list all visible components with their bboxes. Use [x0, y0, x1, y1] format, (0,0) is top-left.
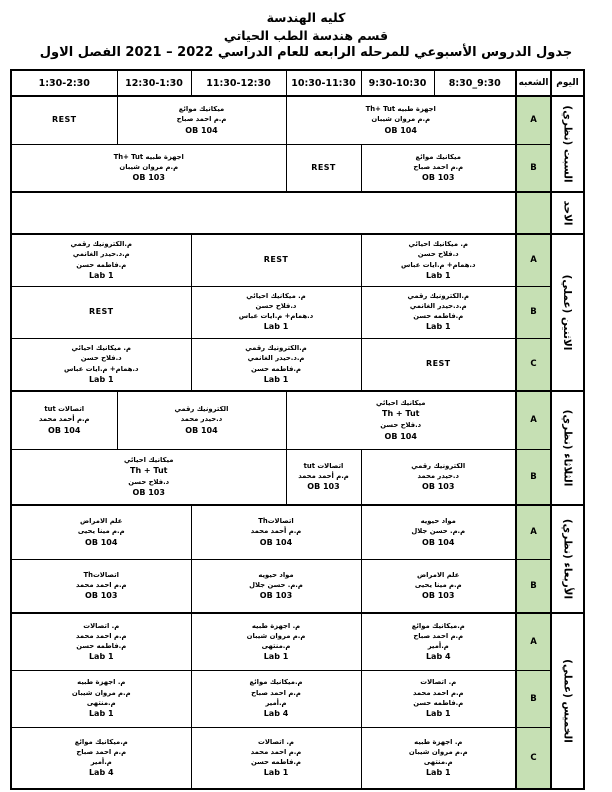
schedule-row	[11, 449, 584, 505]
schedule-body	[11, 96, 584, 789]
slot-line: م.م احمد محمد	[75, 580, 127, 589]
slot-line: م.م مروان شيبان	[408, 747, 468, 756]
slot-line: OB 103	[422, 482, 455, 492]
section-cell: B	[516, 286, 551, 338]
day-cell	[551, 192, 584, 234]
section-cell	[516, 192, 551, 234]
slot-line: Lab 1	[88, 708, 114, 718]
slot-line: مواد حيويه	[258, 570, 294, 579]
slot-line: OB 104	[422, 537, 455, 547]
slot-line: د.همام+ م.ايات عباس	[238, 312, 314, 321]
slot-line: م.ميكانيك موائع	[74, 737, 128, 746]
slot-line: Lab 1	[425, 768, 451, 778]
rest-cell	[11, 286, 191, 338]
slot-line: Lab 1	[425, 270, 451, 280]
rest-cell	[191, 234, 361, 286]
class-slot-cell	[11, 505, 191, 559]
slot-line: ميكانيك موائع	[415, 152, 461, 161]
header-time-slot: 10:30-11:30	[286, 70, 361, 96]
slot-line: م.أمير	[427, 642, 449, 651]
day-label: الاثنين (عملي)	[561, 274, 574, 351]
slot-line: م.فاطمه حسن	[251, 364, 301, 373]
class-slot-cell	[286, 96, 516, 144]
class-slot-cell	[191, 505, 361, 559]
slot-line: علم الامراض	[80, 517, 123, 526]
slot-line: Lab 1	[88, 374, 114, 384]
slot-line: Lab 1	[88, 652, 114, 662]
section-cell: A	[516, 96, 551, 144]
section-cell: A	[516, 391, 551, 449]
section-cell: C	[516, 727, 551, 789]
slot-line: م. ميكانيك احيائي	[408, 240, 468, 249]
slot-line: اتصالاتTh	[83, 570, 119, 579]
day-label: الخميس (عملي)	[561, 659, 574, 744]
header-section: الشعبه	[516, 70, 551, 96]
slot-line: م.م أحمد محمد	[250, 527, 302, 536]
schedule-row	[11, 613, 584, 670]
section-cell: B	[516, 449, 551, 505]
schedule-row	[11, 234, 584, 286]
slot-line: REST	[52, 115, 77, 125]
class-slot-cell	[361, 727, 516, 789]
class-slot-cell	[191, 613, 361, 670]
slot-line: ميكانيك احيائي	[124, 455, 174, 464]
class-slot-cell	[361, 144, 516, 192]
slot-line: م.م احمد صباح	[251, 688, 301, 697]
slot-line: REST	[89, 307, 114, 317]
schedule-row	[11, 505, 584, 559]
department-title: قسم هندسة الطب الحياتي	[223, 27, 389, 43]
slot-line: اتصالات tut	[303, 461, 344, 470]
slot-line: REST	[263, 255, 289, 265]
slot-line: Th + Tut	[381, 409, 420, 419]
class-slot-cell	[117, 391, 286, 449]
schedule-row	[11, 559, 584, 613]
slot-line: م.م مينا يحيى	[77, 527, 125, 536]
slot-line: Lab 1	[263, 652, 289, 662]
slot-line: Lab 1	[263, 768, 289, 778]
class-slot-cell	[11, 727, 191, 789]
slot-line: Lab 4	[263, 708, 289, 718]
section-cell: B	[516, 559, 551, 613]
slot-line: م.منتهى	[261, 642, 291, 651]
slot-line: OB 103	[132, 488, 165, 498]
slot-line: OB 104	[185, 425, 218, 435]
class-slot-cell	[191, 559, 361, 613]
rest-cell	[361, 338, 516, 391]
slot-line: م.م مروان شيبان	[371, 115, 431, 124]
slot-line: OB 103	[85, 591, 118, 601]
class-slot-cell	[191, 670, 361, 727]
class-slot-cell	[11, 670, 191, 727]
slot-line: د.همام+ م.ايات عباس	[64, 364, 139, 373]
class-slot-cell	[11, 559, 191, 613]
slot-line: Th + Tut	[129, 465, 168, 475]
schedule-row	[11, 96, 584, 144]
schedule-row	[11, 338, 584, 391]
slot-line: م.منتهى	[86, 698, 116, 707]
slot-line: علم الامراض	[417, 570, 460, 579]
slot-line: م.م. حسن جلال	[411, 527, 466, 536]
slot-line: م.فاطمه حسن	[413, 698, 464, 707]
slot-line: Lab 1	[425, 708, 451, 718]
slot-line: م.الكترونيك رقمي	[245, 344, 307, 353]
schedule-row	[11, 391, 584, 449]
slot-line: د.فلاح حسن	[417, 250, 459, 259]
slot-line: م.م. حسن جلال	[249, 580, 303, 589]
slot-line: Lab 1	[425, 322, 451, 332]
slot-line: م.د.حيدر الغانمي	[72, 250, 130, 259]
slot-line: OB 104	[85, 537, 118, 547]
slot-line: OB 103	[422, 591, 455, 601]
slot-line: Lab 1	[263, 374, 289, 384]
schedule-head	[11, 70, 584, 96]
rest-cell	[11, 96, 117, 144]
section-cell: C	[516, 338, 551, 391]
slot-line: OB 104	[384, 125, 417, 135]
slot-line: اتصالات tut	[44, 405, 85, 414]
slot-line: OB 104	[185, 125, 218, 135]
class-slot-cell	[11, 144, 286, 192]
slot-line: م.الكترونيك رقمي	[70, 240, 132, 249]
slot-line: د.حيدر محمد	[417, 471, 460, 480]
slot-line: OB 103	[259, 591, 293, 601]
day-label: الاحد	[561, 200, 574, 226]
schedule-row	[11, 192, 584, 234]
slot-line: م. اجهزة طبيه	[251, 621, 301, 630]
slot-line: م.منتهى	[423, 758, 453, 767]
class-slot-cell	[11, 449, 286, 505]
schedule-row	[11, 670, 584, 727]
slot-line: م.فاطمه حسن	[76, 260, 127, 269]
slot-line: OB 104	[48, 425, 81, 435]
class-slot-cell	[361, 234, 516, 286]
slot-line: Lab 1	[88, 270, 114, 280]
schedule-row	[11, 727, 584, 789]
class-slot-cell	[286, 391, 516, 449]
header-time-slot: 11:30-12:30	[191, 70, 286, 96]
day-label: السبت (نظري)	[561, 105, 574, 183]
slot-line: OB 103	[307, 482, 340, 492]
slot-line: الكترونيك رقمي	[174, 405, 229, 414]
header-time-slot: 12:30-1:30	[117, 70, 191, 96]
class-slot-cell	[361, 449, 516, 505]
slot-line: ميكانيك احيائي	[376, 399, 426, 408]
header-time-slot: 8:30_9:30	[434, 70, 516, 96]
class-slot-cell	[361, 613, 516, 670]
slot-line: د.همام+ م.ايات عباس	[401, 260, 476, 269]
slot-line: م.ميكانيك موائع	[411, 621, 465, 630]
slot-line: م.م احمد محمد	[75, 631, 127, 640]
class-slot-cell	[361, 559, 516, 613]
slot-line: م.م احمد صباح	[176, 115, 227, 124]
slot-line: م.م مروان شيبان	[71, 688, 131, 697]
schedule-row	[11, 286, 584, 338]
class-slot-cell	[11, 338, 191, 391]
class-slot-cell	[286, 449, 361, 505]
slot-line: م. اتصالات	[83, 621, 120, 630]
slot-line: OB 104	[384, 431, 417, 441]
class-slot-cell	[117, 96, 286, 144]
slot-line: م.م مينا يحيى	[414, 580, 462, 589]
class-slot-cell	[191, 338, 361, 391]
slot-line: اجهزة طبيه Th+ Tut	[113, 152, 184, 161]
college-title: كليه الهندسة	[266, 10, 346, 25]
slot-line: OB 104	[259, 537, 293, 547]
slot-line: م.م احمد محمد	[250, 747, 302, 756]
slot-line: م.أمير	[265, 698, 287, 707]
slot-line: م.الكترونيك رقمي	[407, 291, 469, 300]
slot-line: ميكانيك موائع	[178, 105, 225, 114]
slot-line: م. اتصالات	[420, 678, 457, 687]
slot-line: اتصالاتTh	[258, 517, 294, 526]
slot-line: د.فلاح حسن	[255, 302, 297, 311]
slot-line: مواد حيويه	[420, 517, 456, 526]
slot-line: م. اتصالات	[258, 737, 294, 746]
slot-line: د.فلاح حسن	[128, 477, 170, 486]
slot-line: م.فاطمه حسن	[251, 758, 301, 767]
rest-cell	[286, 144, 361, 192]
day-cell	[551, 96, 584, 192]
schedule-table	[10, 69, 585, 790]
day-cell	[551, 505, 584, 613]
slot-line: م. اجهزة طبيه	[77, 678, 126, 687]
slot-line: م.م احمد صباح	[76, 747, 127, 756]
day-label: الثلاثاء (نظري)	[561, 409, 574, 487]
class-slot-cell	[361, 286, 516, 338]
day-label: الأربعاء (نظري)	[561, 519, 574, 600]
empty-slot-cell	[11, 192, 516, 234]
class-slot-cell	[191, 286, 361, 338]
class-slot-cell	[361, 505, 516, 559]
slot-line: OB 103	[422, 173, 455, 183]
slot-line: REST	[311, 162, 336, 172]
slot-line: م.د.حيدر الغانمي	[409, 302, 467, 311]
section-cell: A	[516, 505, 551, 559]
schedule-row	[11, 144, 584, 192]
slot-line: Lab 1	[263, 322, 289, 332]
slot-line: م.م مروان شيبان	[119, 162, 179, 171]
header-time-slot: 9:30-10:30	[361, 70, 434, 96]
section-cell: A	[516, 234, 551, 286]
slot-line: م. ميكانيك احيائي	[71, 344, 131, 353]
section-cell: B	[516, 144, 551, 192]
slot-line: Lab 4	[88, 768, 114, 778]
header-time-slot: 1:30-2:30	[11, 70, 117, 96]
header-day: اليوم	[551, 70, 584, 96]
slot-line: م. اجهزة طبيه	[414, 737, 463, 746]
day-cell	[551, 234, 584, 391]
class-slot-cell	[191, 727, 361, 789]
slot-line: اجهزة طبيه Th+ Tut	[365, 105, 436, 114]
slot-line: م.ميكانيك موائع	[249, 678, 303, 687]
section-cell: B	[516, 670, 551, 727]
slot-line: م.أمير	[90, 758, 112, 767]
document-header	[0, 0, 612, 62]
slot-line: الكترونيك رقمي	[411, 461, 466, 470]
class-slot-cell	[11, 391, 117, 449]
slot-line: OB 103	[132, 173, 165, 183]
slot-line: م.د.حيدر الغانمي	[247, 354, 305, 363]
class-slot-cell	[11, 613, 191, 670]
slot-line: م.م مروان شيبان	[246, 631, 306, 640]
slot-line: م.م أحمد محمد	[298, 471, 349, 480]
slot-line: REST	[426, 359, 451, 369]
slot-line: د.فلاح حسن	[380, 421, 422, 430]
slot-line: م.م احمد صباح	[413, 162, 464, 171]
slot-line: م.فاطمه حسن	[413, 312, 464, 321]
day-cell	[551, 391, 584, 505]
slot-line: م.فاطمه حسن	[76, 642, 127, 651]
header-row	[11, 70, 584, 96]
slot-line: م.م أحمد محمد	[38, 415, 90, 424]
schedule-title: جدول الدروس الأسبوعي للمرحله الرابعه للعام الدراسي ‪2021 – 2022‬ الفصل الاول	[39, 45, 573, 60]
class-slot-cell	[11, 234, 191, 286]
slot-line: د.حيدر محمد	[180, 415, 223, 424]
class-slot-cell	[361, 670, 516, 727]
section-cell: A	[516, 613, 551, 670]
slot-line: د.فلاح حسن	[80, 354, 122, 363]
slot-line: Lab 4	[425, 652, 451, 662]
slot-line: م.م احمد محمد	[412, 688, 464, 697]
slot-line: م.م احمد صباح	[413, 631, 464, 640]
slot-line: م. ميكانيك احيائي	[246, 291, 306, 300]
day-cell	[551, 613, 584, 789]
